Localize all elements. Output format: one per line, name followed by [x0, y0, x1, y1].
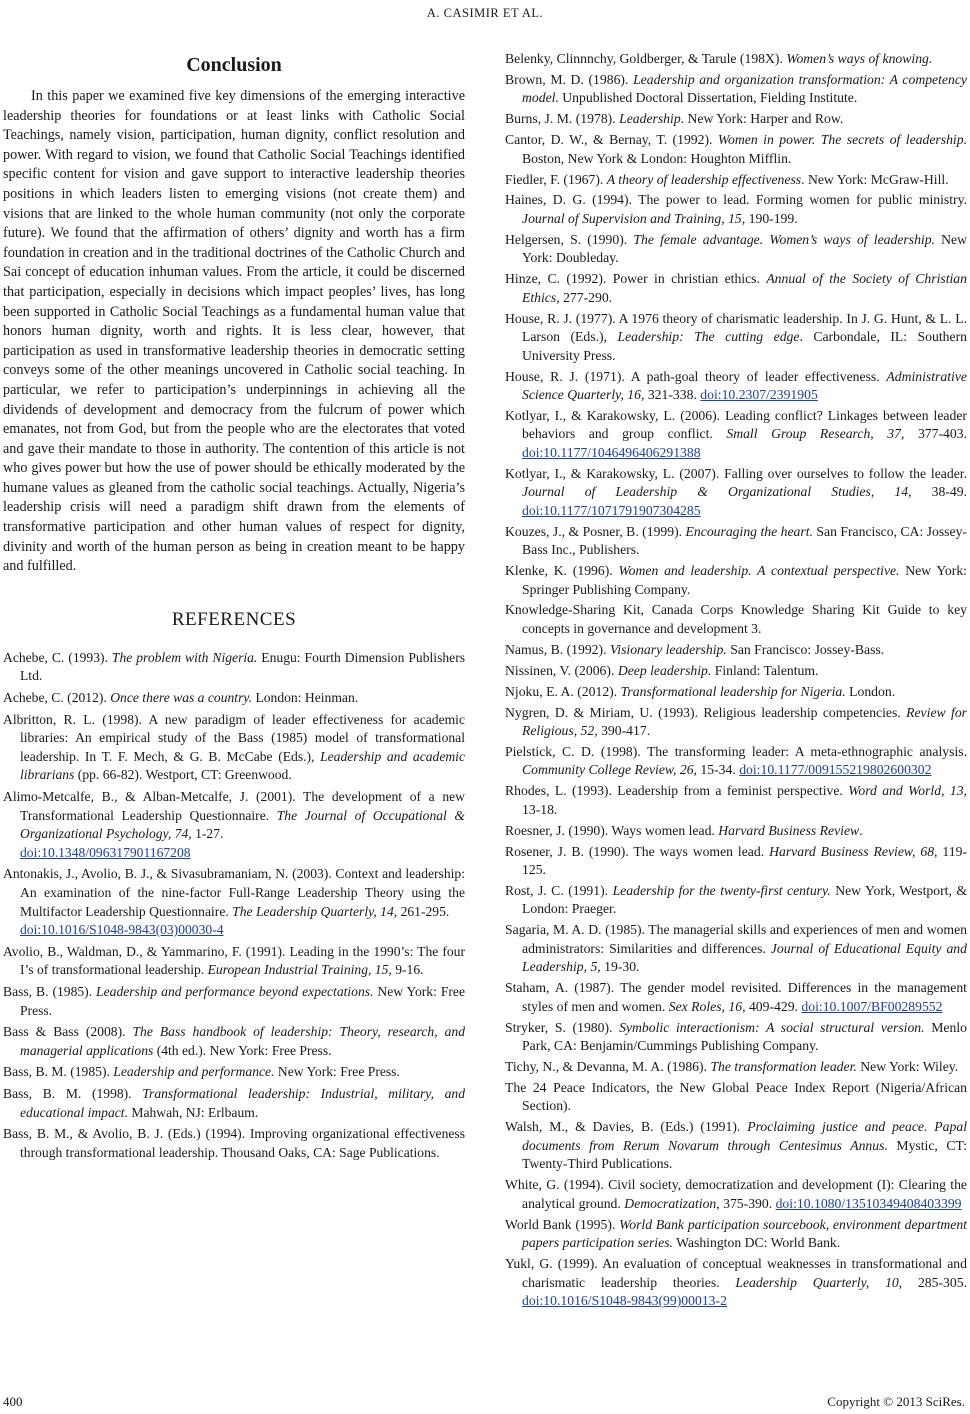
- doi-link[interactable]: doi:10.2307/2391905: [700, 387, 818, 403]
- reference-source-title: Leadership and organization transformation: A competency model.: [522, 71, 967, 106]
- reference-details: Mahwah, NJ: Erlbaum.: [127, 1104, 259, 1120]
- reference-text: Haines, D. G. (1994). The power to lead. Forming women for public ministry.: [505, 192, 967, 208]
- doi-link[interactable]: doi:10.1177/009155219802600302: [739, 762, 932, 778]
- reference-text: Burns, J. M. (1978).: [505, 111, 620, 127]
- reference-entry: [3, 649, 465, 686]
- reference-details: New York: Wiley.: [856, 1059, 959, 1075]
- reference-entry: [3, 788, 465, 862]
- doi-link[interactable]: doi:10.1080/13510349408403399: [775, 1195, 962, 1211]
- reference-text: Achebe, C. (2012).: [3, 690, 111, 706]
- reference-entry: [505, 310, 967, 366]
- reference-entry: [505, 368, 967, 405]
- reference-details: Enugu: Fourth Dimension Publishers Ltd.: [20, 649, 466, 684]
- reference-source-title: Administrative Science Quarterly, 16,: [522, 368, 967, 403]
- copyright-notice: Copyright © 2013 SciRes.: [827, 1394, 965, 1409]
- reference-source-title: Women’s ways of knowing.: [786, 51, 933, 66]
- reference-entry: [505, 979, 967, 1016]
- reference-text: Kouzes, J., & Posner, B. (1999).: [505, 523, 686, 539]
- reference-entry: [505, 1255, 967, 1311]
- reference-source-title: The female advantage. Women’s ways of leadership.: [633, 231, 935, 247]
- reference-details: London.: [845, 683, 896, 699]
- reference-entry: [505, 71, 967, 108]
- reference-source-title: Women and leadership. A contextual perspective.: [618, 563, 900, 579]
- reference-source-title: Democratization: [624, 1195, 717, 1211]
- reference-source-title: World Bank participation sourcebook, environment department papers participation series.: [522, 1216, 967, 1251]
- reference-entry: [505, 407, 967, 463]
- doi-link[interactable]: doi:10.1177/1071791907304285: [522, 502, 701, 518]
- doi-link[interactable]: doi:10.1016/S1048-9843(99)00013-2: [522, 1293, 727, 1308]
- reference-details: 15-34.: [696, 762, 740, 778]
- reference-text: World Bank (1995).: [505, 1216, 620, 1232]
- reference-details: New York: Free Press.: [274, 1064, 400, 1080]
- reference-source-title: The transformation leader.: [710, 1059, 857, 1075]
- reference-details: Washington DC: World Bank.: [672, 1235, 841, 1251]
- reference-source-title: Proclaiming justice and peace. Papal documents from Rerum Novarum through Centesimus Annus.: [522, 1119, 968, 1153]
- references-list-right: [505, 50, 967, 1311]
- reference-details: 409-429.: [745, 998, 802, 1014]
- reference-entry: [505, 782, 967, 819]
- reference-details: Mystic, CT: Twenty-Third Publications.: [522, 1137, 967, 1172]
- reference-text: Nissinen, V. (2006).: [505, 662, 618, 678]
- reference-text: Klenke, K. (1996).: [505, 563, 619, 579]
- reference-entry: [505, 562, 967, 599]
- reference-text: Bass, B. M., & Avolio, B. J. (Eds.) (1994). Improving organizational effectiveness through transformational leadership. Thousand Oaks, CA: Sage Publications.: [3, 1126, 465, 1160]
- reference-entry: [505, 1118, 967, 1174]
- reference-details: 390-417.: [597, 723, 651, 739]
- reference-details: 190-199.: [745, 210, 798, 226]
- reference-source-title: Leadership and performance.: [113, 1064, 275, 1080]
- reference-text: Bass & Bass (2008).: [3, 1024, 133, 1040]
- reference-text: Bass, B. M. (1985).: [3, 1064, 114, 1080]
- reference-details: , 277-290.: [556, 289, 613, 305]
- reference-entry: [505, 1079, 967, 1116]
- reference-source-title: Leadership and performance beyond expectations.: [96, 983, 374, 999]
- right-column: [505, 50, 967, 1313]
- reference-source-title: Journal of Supervision and Training, 15,: [522, 210, 746, 226]
- reference-details: 285-305.: [902, 1274, 967, 1290]
- reference-text: Namus, B. (1992).: [505, 641, 610, 657]
- reference-entry: [3, 943, 465, 980]
- reference-entry: [505, 601, 967, 638]
- reference-source-title: A theory of leadership effectiveness: [606, 171, 802, 187]
- reference-details: 377-403.: [904, 426, 967, 442]
- reference-source-title: Leadership: The cutting edge: [617, 329, 800, 345]
- reference-details: . New York: Harper and Row.: [680, 111, 844, 127]
- reference-source-title: Community College Review, 26,: [522, 762, 697, 778]
- reference-text: Njoku, E. A. (2012).: [505, 683, 621, 699]
- reference-text: Alimo-Metcalfe, B., & Alban-Metcalfe, J. (2001). The development of a new Transformational Leadership Questionnaire.: [3, 789, 465, 823]
- reference-source-title: Sex Roles, 16,: [668, 998, 746, 1014]
- reference-details: 119-125.: [522, 843, 967, 878]
- reference-text: Kotlyar, I., & Karakowsky, L. (2007). Falling over ourselves to follow the leader.: [505, 465, 967, 481]
- doi-link[interactable]: doi:10.1348/096317901167208: [20, 844, 191, 860]
- reference-text: Nygren, D. & Miriam, U. (1993). Religious leadership competencies.: [505, 704, 907, 720]
- reference-source-title: The Bass handbook of leadership: Theory, research, and managerial applications: [20, 1024, 465, 1058]
- reference-entry: [505, 1058, 967, 1077]
- reference-source-title: The Journal of Occupational & Organizational Psychology, 74,: [20, 807, 465, 842]
- reference-entry: [505, 683, 967, 702]
- reference-details: . Carbondale, IL: Southern University Press.: [522, 329, 967, 363]
- reference-details: (4th ed.). New York: Free Press.: [153, 1042, 332, 1058]
- reference-entry: [3, 865, 465, 939]
- reference-text: House, R. J. (1971). A path-goal theory of leader effectiveness.: [505, 368, 887, 384]
- reference-text: Albritton, R. L. (1998). A new paradigm of leader effectiveness for academic libraries: An empirical study of the Bass (1985) model of transformational leadership. In T. F. Mech, & G. B. McCabe (Eds.),: [3, 711, 465, 764]
- reference-details: 19-30.: [600, 959, 640, 975]
- reference-text: Antonakis, J., Avolio, B. J., & Sivasubramaniam, N. (2003). Context and leadership: An examination of the nine-factor Full-Range Leadership Theory using the Multifactor Leadership Questionnaire.: [3, 866, 465, 919]
- reference-source-title: Leadership: [619, 111, 681, 127]
- reference-entry: [505, 523, 967, 560]
- conclusion-heading: Conclusion: [186, 54, 282, 76]
- reference-source-title: Harvard Business Review, 68,: [769, 843, 938, 859]
- reference-entry: [505, 843, 967, 880]
- reference-source-title: Symbolic interactionism: A social structural version.: [619, 1019, 925, 1035]
- reference-details: Menlo Park, CA: Benjamin/Cummings Publishing Company.: [522, 1019, 967, 1054]
- reference-source-title: Women in power. The secrets of leadership.: [717, 132, 967, 148]
- reference-text: Brown, M. D. (1986).: [505, 71, 634, 87]
- reference-details: London: Heinman.: [252, 690, 359, 706]
- conclusion-paragraph: In this paper we examined five key dimensions of the emerging interactive leadership theories for foundations or at least links with Catholic Social Teachings, namely vision, participation, human dignity, conflict resolution and power. With regard to vision, we found that Catholic Social Teachings identified specific content for vision and gave support to interactive leadership theories positions in which leaders listen to emerging visions (not create them) and visions that are linked to the whole human community (not only the corporate future). We found that the affirmation of others’ dignity and worth has a firm foundation in creation and in the traditional doctrines of the Catholic Church and Sai concept of education inhuman values. From the article, it could be discerned that participation, especially in decisions which impact peoples’ lives, has long been supported in Catholic Social Teachings as a fundamental human value that honors human dignity, worth and rights. It is less clear, however, that participation as used in transformative leadership theories in democratic setting conveys some of the other meanings uncovered in Catholic social teaching. In particular, we refer to participation’s underpinnings in achieving all the dividends of development and democracy from the fulcrum of power which emanates, not from God, but from the people who are the electorates that voted and gave their mandate to those in authority. The contention of this article is not who gives power but how the use of power should be ethically moderated by the humane values as gleaned from the catholic social teachings. Actually, Nigeria’s leadership crisis will need a paradigm shift drawn from the elements of transformative participation and other human values of respect for dignity, divinity and worth of the human person as being in creation meant to be happy and fulfilled.: [3, 88, 465, 575]
- reference-entry: [3, 1023, 465, 1060]
- reference-source-title: Small Group Research, 37,: [726, 426, 905, 442]
- reference-text: Achebe, C. (1993).: [3, 649, 112, 665]
- doi-link[interactable]: doi:10.1016/S1048-9843(03)00030-4: [20, 922, 224, 938]
- reference-source-title: Word and World, 13,: [848, 783, 967, 799]
- reference-entry: [505, 662, 967, 681]
- reference-entry: [3, 1063, 465, 1082]
- reference-details: New York: Doubleday.: [522, 231, 967, 266]
- reference-source-title: Harvard Business Review: [718, 822, 860, 838]
- reference-source-title: Leadership and academic librarians: [20, 748, 465, 783]
- reference-entry: [505, 882, 967, 919]
- reference-source-title: European Industrial Training, 15,: [207, 962, 392, 978]
- reference-source-title: Journal of Leadership & Organizational Studies, 14,: [522, 484, 912, 500]
- reference-entry: [505, 1176, 967, 1213]
- left-column: [3, 52, 465, 1165]
- reference-text: The 24 Peace Indicators, the New Global Peace Index Report (Nigeria/African Section).: [505, 1079, 967, 1114]
- reference-text: Sagaria, M. A. D. (1985). The managerial skills and experiences of men and women administrators: Similarities and differences.: [505, 922, 967, 956]
- reference-details: . New York: McGraw-Hill.: [801, 171, 949, 187]
- reference-text: Roesner, J. (1990). Ways women lead.: [505, 822, 719, 838]
- reference-details: 38-49.: [911, 484, 968, 500]
- reference-entry: [505, 50, 967, 69]
- reference-text: House, R. J. (1977). A 1976 theory of charismatic leadership. In J. G. Hunt, & L. L. Larson (Eds.),: [505, 310, 967, 345]
- reference-source-title: Deep leadership.: [617, 662, 712, 678]
- reference-details: .: [859, 822, 863, 838]
- reference-entry: [505, 743, 967, 780]
- doi-link[interactable]: doi:10.1007/BF00289552: [801, 998, 943, 1014]
- reference-entry: [3, 689, 465, 708]
- reference-text: Bass, B. (1985).: [3, 983, 97, 999]
- reference-text: Tichy, N., & Devanna, M. A. (1986).: [505, 1059, 711, 1075]
- reference-details: Boston, New York & London: Houghton Mifflin.: [522, 150, 792, 166]
- reference-entry: [505, 171, 967, 190]
- reference-source-title: Once there was a country.: [110, 690, 253, 706]
- reference-text: Rhodes, L. (1993). Leadership from a feminist perspective.: [505, 783, 849, 799]
- reference-source-title: Encouraging the heart.: [685, 523, 813, 539]
- reference-details: 321-338.: [644, 387, 701, 403]
- reference-text: Fiedler, F. (1967).: [505, 171, 607, 187]
- reference-entry: [505, 641, 967, 660]
- reference-text: Rost, J. C. (1991).: [505, 882, 613, 898]
- reference-text: Hinze, C. (1992). Power in christian ethics.: [505, 271, 767, 287]
- reference-text: Rosener, J. B. (1990). The ways women lead.: [505, 843, 770, 859]
- reference-source-title: Journal of Educational Equity and Leadership, 5,: [522, 940, 967, 975]
- reference-entry: [505, 704, 967, 741]
- reference-text: Belenky, Clinnnchy, Goldberger, & Tarule (198X).: [505, 51, 787, 66]
- reference-source-title: Leadership for the twenty-first century.: [612, 882, 831, 898]
- reference-text: Bass, B. M. (1998).: [3, 1085, 143, 1101]
- reference-details: (pp. 66-82). Westport, CT: Greenwood.: [74, 767, 292, 783]
- reference-entry: [505, 1216, 967, 1253]
- reference-entry: [3, 1085, 465, 1122]
- reference-entry: [505, 822, 967, 841]
- reference-details: Unpublished Doctoral Dissertation, Fielding Institute.: [558, 90, 858, 106]
- reference-details: Finland: Talentum.: [711, 662, 819, 678]
- reference-details: 261-295.: [397, 903, 450, 919]
- reference-details: 13-18.: [522, 801, 558, 817]
- reference-source-title: Review for Religious, 52,: [522, 704, 967, 739]
- reference-text: Knowledge-Sharing Kit, Canada Corps Knowledge Sharing Kit Guide to key concepts in governance and development 3.: [505, 602, 967, 636]
- reference-text: Walsh, M., & Davies, B. (Eds.) (1991).: [505, 1119, 748, 1135]
- reference-source-title: Leadership Quarterly, 10,: [735, 1274, 903, 1290]
- reference-entry: [505, 110, 967, 129]
- reference-entry: [505, 270, 967, 307]
- reference-source-title: Transformational leadership for Nigeria.: [620, 683, 846, 699]
- reference-source-title: Transformational leadership: Industrial, military, and educational impact.: [20, 1085, 465, 1120]
- reference-text: Cantor, D. W., & Bernay, T. (1992).: [505, 132, 718, 148]
- reference-details: 9-16.: [391, 962, 424, 978]
- reference-text: White, G. (1994). Civil society, democratization and development (I): Clearing the analytical ground.: [505, 1177, 967, 1211]
- reference-details: San Francisco, CA: Jossey-Bass Inc., Publishers.: [522, 523, 967, 558]
- reference-entry: [505, 921, 967, 977]
- reference-text: Staham, A. (1987). The gender model revisited. Differences in the management styles of men and women.: [505, 980, 967, 1014]
- doi-link[interactable]: doi:10.1177/1046496406291388: [522, 444, 701, 460]
- reference-details: New York: Free Press.: [20, 983, 465, 1018]
- page-number: 400: [3, 1394, 23, 1409]
- reference-text: Helgersen, S. (1990).: [505, 231, 634, 247]
- reference-entry: [505, 231, 967, 268]
- reference-entry: [3, 711, 465, 785]
- reference-entry: [505, 465, 967, 521]
- reference-source-title: The Leadership Quarterly, 14,: [232, 903, 398, 919]
- reference-entry: [505, 1019, 967, 1056]
- reference-text: Avolio, B., Waldman, D., & Yammarino, F. (1991). Leading in the 1990’s: The four I’s of transformational leadership.: [3, 943, 465, 978]
- references-heading: REFERENCES: [171, 608, 297, 630]
- reference-entry: [505, 131, 967, 168]
- reference-details: New York: Springer Publishing Company.: [522, 563, 967, 597]
- reference-text: Pielstick, C. D. (1998). The transforming leader: A meta-ethnographic analysis.: [505, 743, 967, 759]
- reference-source-title: Annual of the Society of Christian Ethics: [522, 271, 967, 305]
- references-list-left: [3, 649, 465, 1162]
- reference-entry: [3, 1125, 465, 1162]
- reference-text: Yukl, G. (1999). An evaluation of conceptual weaknesses in transformational and charismatic leadership theories.: [505, 1256, 967, 1290]
- reference-text: Stryker, S. (1980).: [505, 1019, 620, 1035]
- reference-details: San Francisco: Jossey-Bass.: [726, 641, 885, 657]
- reference-entry: [505, 191, 967, 228]
- reference-source-title: The problem with Nigeria.: [111, 649, 258, 665]
- reference-details: , 375-390.: [716, 1195, 776, 1211]
- reference-details: 1-27.: [191, 826, 224, 842]
- reference-entry: [3, 983, 465, 1020]
- reference-source-title: Visionary leadership.: [609, 641, 727, 657]
- running-head: A. CASIMIR ET AL.: [426, 6, 544, 20]
- reference-details: New York, Westport, & London: Praeger.: [522, 882, 967, 917]
- reference-text: Kotlyar, I., & Karakowsky, L. (2006). Leading conflict? Linkages between leader behaviors and group conflict.: [505, 407, 967, 442]
